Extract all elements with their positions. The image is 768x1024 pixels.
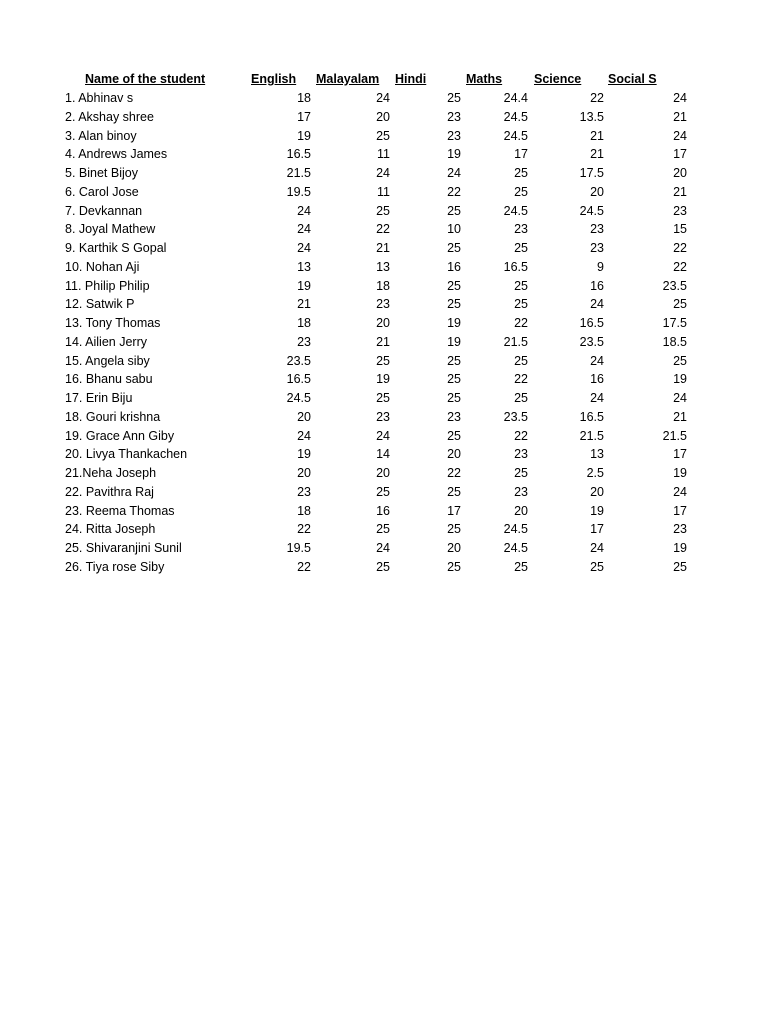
social-mark: 21 xyxy=(673,109,687,124)
table-row xyxy=(0,427,768,445)
maths-mark: 22 xyxy=(514,372,528,387)
science-mark: 23 xyxy=(590,222,604,237)
hindi-mark: 19 xyxy=(447,316,461,330)
maths-mark: 16.5 xyxy=(503,259,528,274)
table-row xyxy=(0,520,768,538)
table-row xyxy=(0,539,768,557)
student-name: 9. Karthik S Gopal xyxy=(65,241,167,255)
table-row xyxy=(0,314,768,332)
science-mark: 23.5 xyxy=(579,334,604,349)
social-mark: 24 xyxy=(673,484,687,499)
hindi-mark: 25 xyxy=(447,203,461,218)
student-name: 20. Livya Thankachen xyxy=(65,447,188,462)
student-name: 21.Neha Joseph xyxy=(65,466,157,480)
hindi-mark: 25 xyxy=(447,353,461,368)
malayalam-mark: 23 xyxy=(376,297,390,312)
science-mark: 20 xyxy=(590,484,604,499)
table-header xyxy=(0,70,768,88)
social-mark: 24 xyxy=(673,91,687,105)
malayalam-mark: 14 xyxy=(376,447,390,462)
hindi-mark: 23 xyxy=(447,128,461,143)
maths-mark: 25 xyxy=(514,297,528,312)
hindi-mark: 25 xyxy=(447,91,461,105)
hindi-mark: 25 xyxy=(447,559,461,574)
malayalam-mark: 21 xyxy=(376,241,390,255)
student-name: 12. Satwik P xyxy=(65,297,135,312)
malayalam-mark: 16 xyxy=(376,503,390,518)
english-mark: 24 xyxy=(297,428,311,443)
table-row xyxy=(0,108,768,126)
science-mark: 21.5 xyxy=(579,428,604,443)
english-mark: 19 xyxy=(297,128,311,143)
hindi-mark: 25 xyxy=(447,241,461,255)
social-mark: 17 xyxy=(673,147,687,162)
table-row xyxy=(0,352,768,370)
table-row xyxy=(0,408,768,426)
table-row xyxy=(0,239,768,257)
student-name: 8. Joyal Mathew xyxy=(65,222,156,237)
english-mark: 23 xyxy=(297,334,311,349)
social-mark: 21 xyxy=(673,184,687,199)
table-row xyxy=(0,502,768,520)
table-row xyxy=(0,558,768,576)
english-mark: 19 xyxy=(297,447,311,462)
hindi-mark: 17 xyxy=(447,503,461,518)
hindi-mark: 25 xyxy=(447,522,461,537)
english-mark: 21 xyxy=(297,297,311,312)
science-mark: 13.5 xyxy=(579,109,604,124)
maths-mark: 24.5 xyxy=(503,203,528,218)
social-mark: 22 xyxy=(673,259,687,274)
science-mark: 24 xyxy=(590,541,604,555)
social-mark: 17.5 xyxy=(662,316,687,330)
malayalam-mark: 24 xyxy=(376,166,390,180)
english-mark: 17 xyxy=(297,109,311,124)
maths-mark: 23.5 xyxy=(503,409,528,424)
malayalam-mark: 20 xyxy=(376,109,390,124)
hindi-mark: 25 xyxy=(447,297,461,312)
english-mark: 22 xyxy=(297,559,311,574)
malayalam-mark: 11 xyxy=(377,184,390,199)
maths-mark: 25 xyxy=(514,353,528,368)
hindi-mark: 23 xyxy=(447,409,461,424)
student-name: 11. Philip Philip xyxy=(65,278,150,293)
malayalam-mark: 11 xyxy=(377,147,390,162)
hindi-mark: 22 xyxy=(447,184,461,199)
science-mark: 19 xyxy=(590,503,604,518)
malayalam-mark: 18 xyxy=(376,278,390,293)
table-row xyxy=(0,127,768,145)
student-name: 2. Akshay shree xyxy=(65,109,154,124)
student-name: 25. Shivaranjini Sunil xyxy=(65,541,182,555)
maths-mark: 22 xyxy=(514,428,528,443)
malayalam-mark: 21 xyxy=(376,334,390,349)
malayalam-mark: 20 xyxy=(376,466,390,480)
english-mark: 19 xyxy=(297,278,311,293)
maths-mark: 24.5 xyxy=(503,541,528,555)
social-mark: 24 xyxy=(673,128,687,143)
header-english: English xyxy=(251,72,297,86)
malayalam-mark: 25 xyxy=(376,203,390,218)
science-mark: 24 xyxy=(590,297,604,312)
header-malayalam: Malayalam xyxy=(316,72,380,86)
social-mark: 19 xyxy=(673,466,687,480)
student-name: 23. Reema Thomas xyxy=(65,503,175,518)
social-mark: 21.5 xyxy=(662,428,687,443)
social-mark: 15 xyxy=(673,222,687,237)
student-name: 14. Ailien Jerry xyxy=(65,334,147,349)
science-mark: 16 xyxy=(590,372,604,387)
social-mark: 17 xyxy=(673,447,687,462)
student-name: 24. Ritta Joseph xyxy=(65,522,156,537)
table-row xyxy=(0,145,768,163)
english-mark: 16.5 xyxy=(286,372,311,387)
malayalam-mark: 19 xyxy=(376,372,390,387)
english-mark: 21.5 xyxy=(286,166,311,180)
english-mark: 16.5 xyxy=(286,147,311,162)
student-name: 4. Andrews James xyxy=(65,147,168,162)
hindi-mark: 25 xyxy=(447,484,461,499)
english-mark: 24 xyxy=(297,222,311,237)
malayalam-mark: 23 xyxy=(376,409,390,424)
hindi-mark: 23 xyxy=(447,109,461,124)
table-row xyxy=(0,464,768,482)
maths-mark: 25 xyxy=(514,391,528,405)
english-mark: 24.5 xyxy=(286,391,311,405)
header-social: Social S xyxy=(608,72,657,86)
science-mark: 20 xyxy=(590,184,604,199)
table-row xyxy=(0,483,768,501)
science-mark: 16.5 xyxy=(579,409,604,424)
social-mark: 20 xyxy=(673,166,687,180)
science-mark: 21 xyxy=(590,147,604,162)
social-mark: 23 xyxy=(673,203,687,218)
social-mark: 25 xyxy=(673,353,687,368)
hindi-mark: 20 xyxy=(447,447,461,462)
science-mark: 25 xyxy=(590,559,604,574)
social-mark: 18.5 xyxy=(662,334,687,349)
student-name: 17. Erin Biju xyxy=(65,391,133,405)
maths-mark: 24.5 xyxy=(503,109,528,124)
maths-mark: 23 xyxy=(514,484,528,499)
maths-mark: 22 xyxy=(514,316,528,330)
hindi-mark: 20 xyxy=(447,541,461,555)
hindi-mark: 10 xyxy=(447,222,461,237)
english-mark: 24 xyxy=(297,241,311,255)
english-mark: 13 xyxy=(297,259,311,274)
student-name: 26. Tiya rose Siby xyxy=(65,559,165,574)
malayalam-mark: 25 xyxy=(376,559,390,574)
header-maths: Maths xyxy=(466,72,503,86)
malayalam-mark: 25 xyxy=(376,484,390,499)
malayalam-mark: 25 xyxy=(376,353,390,368)
science-mark: 24 xyxy=(590,391,604,405)
science-mark: 22 xyxy=(590,91,604,105)
header-name: Name of the student xyxy=(85,72,206,86)
english-mark: 18 xyxy=(297,503,311,518)
malayalam-mark: 24 xyxy=(376,541,390,555)
science-mark: 21 xyxy=(590,128,604,143)
maths-mark: 25 xyxy=(514,559,528,574)
science-mark: 2.5 xyxy=(586,466,604,480)
science-mark: 24.5 xyxy=(579,203,604,218)
science-mark: 16.5 xyxy=(579,316,604,330)
hindi-mark: 19 xyxy=(447,147,461,162)
english-mark: 19.5 xyxy=(286,184,311,199)
student-name: 5. Binet Bijoy xyxy=(65,166,138,180)
student-name: 6. Carol Jose xyxy=(65,184,139,199)
social-mark: 23.5 xyxy=(662,278,687,293)
social-mark: 17 xyxy=(673,503,687,518)
maths-mark: 25 xyxy=(514,184,528,199)
science-mark: 17 xyxy=(590,522,604,537)
student-name: 7. Devkannan xyxy=(65,203,143,218)
malayalam-mark: 24 xyxy=(376,91,390,105)
hindi-mark: 16 xyxy=(447,259,461,274)
table-row xyxy=(0,202,768,220)
english-mark: 20 xyxy=(297,409,311,424)
hindi-mark: 25 xyxy=(447,372,461,387)
maths-mark: 25 xyxy=(514,241,528,255)
maths-mark: 24.4 xyxy=(503,91,528,105)
student-name: 1. Abhinav s xyxy=(65,91,134,105)
social-mark: 24 xyxy=(673,391,687,405)
maths-mark: 23 xyxy=(514,222,528,237)
english-mark: 20 xyxy=(297,466,311,480)
hindi-mark: 25 xyxy=(447,278,461,293)
science-mark: 17.5 xyxy=(579,166,604,180)
malayalam-mark: 22 xyxy=(376,222,390,237)
student-name: 16. Bhanu sabu xyxy=(65,372,153,387)
english-mark: 18 xyxy=(297,91,311,105)
english-mark: 24 xyxy=(297,203,311,218)
english-mark: 18 xyxy=(297,316,311,330)
maths-mark: 24.5 xyxy=(503,522,528,537)
hindi-mark: 22 xyxy=(447,466,461,480)
hindi-mark: 25 xyxy=(447,428,461,443)
maths-mark: 25 xyxy=(514,278,528,293)
social-mark: 19 xyxy=(673,372,687,387)
social-mark: 25 xyxy=(673,559,687,574)
social-mark: 22 xyxy=(673,241,687,255)
table-row xyxy=(0,295,768,313)
maths-mark: 20 xyxy=(514,503,528,518)
table-row xyxy=(0,445,768,463)
table-row xyxy=(0,164,768,182)
malayalam-mark: 25 xyxy=(376,522,390,537)
student-name: 18. Gouri krishna xyxy=(65,409,161,424)
table-row xyxy=(0,333,768,351)
table-row xyxy=(0,258,768,276)
maths-mark: 17 xyxy=(514,147,528,162)
maths-mark: 25 xyxy=(514,166,528,180)
english-mark: 23 xyxy=(297,484,311,499)
social-mark: 23 xyxy=(673,522,687,537)
table-row xyxy=(0,277,768,295)
english-mark: 23.5 xyxy=(286,353,311,368)
english-mark: 22 xyxy=(297,522,311,537)
table-row xyxy=(0,89,768,107)
social-mark: 21 xyxy=(673,409,687,424)
science-mark: 23 xyxy=(590,241,604,255)
student-name: 19. Grace Ann Giby xyxy=(65,428,175,443)
student-name: 15. Angela siby xyxy=(65,353,150,368)
social-mark: 25 xyxy=(673,297,687,312)
table-row xyxy=(0,389,768,407)
hindi-mark: 24 xyxy=(447,166,461,180)
maths-mark: 25 xyxy=(514,466,528,480)
malayalam-mark: 24 xyxy=(376,428,390,443)
header-science: Science xyxy=(534,72,582,86)
hindi-mark: 25 xyxy=(447,391,461,405)
science-mark: 24 xyxy=(590,353,604,368)
student-name: 3. Alan binoy xyxy=(65,128,137,143)
malayalam-mark: 20 xyxy=(376,316,390,330)
science-mark: 13 xyxy=(590,447,604,462)
table-row xyxy=(0,370,768,388)
hindi-mark: 19 xyxy=(447,334,461,349)
social-mark: 19 xyxy=(673,541,687,555)
malayalam-mark: 13 xyxy=(376,259,390,274)
student-name: 13. Tony Thomas xyxy=(65,316,161,330)
maths-mark: 24.5 xyxy=(503,128,528,143)
maths-mark: 21.5 xyxy=(503,334,528,349)
student-name: 10. Nohan Aji xyxy=(65,259,140,274)
table-row xyxy=(0,220,768,238)
english-mark: 19.5 xyxy=(286,541,311,555)
maths-mark: 23 xyxy=(514,447,528,462)
student-name: 22. Pavithra Raj xyxy=(65,484,154,499)
table-row xyxy=(0,183,768,201)
malayalam-mark: 25 xyxy=(376,391,390,405)
science-mark: 16 xyxy=(590,278,604,293)
science-mark: 9 xyxy=(597,259,604,274)
header-hindi: Hindi xyxy=(395,72,427,86)
malayalam-mark: 25 xyxy=(376,128,390,143)
